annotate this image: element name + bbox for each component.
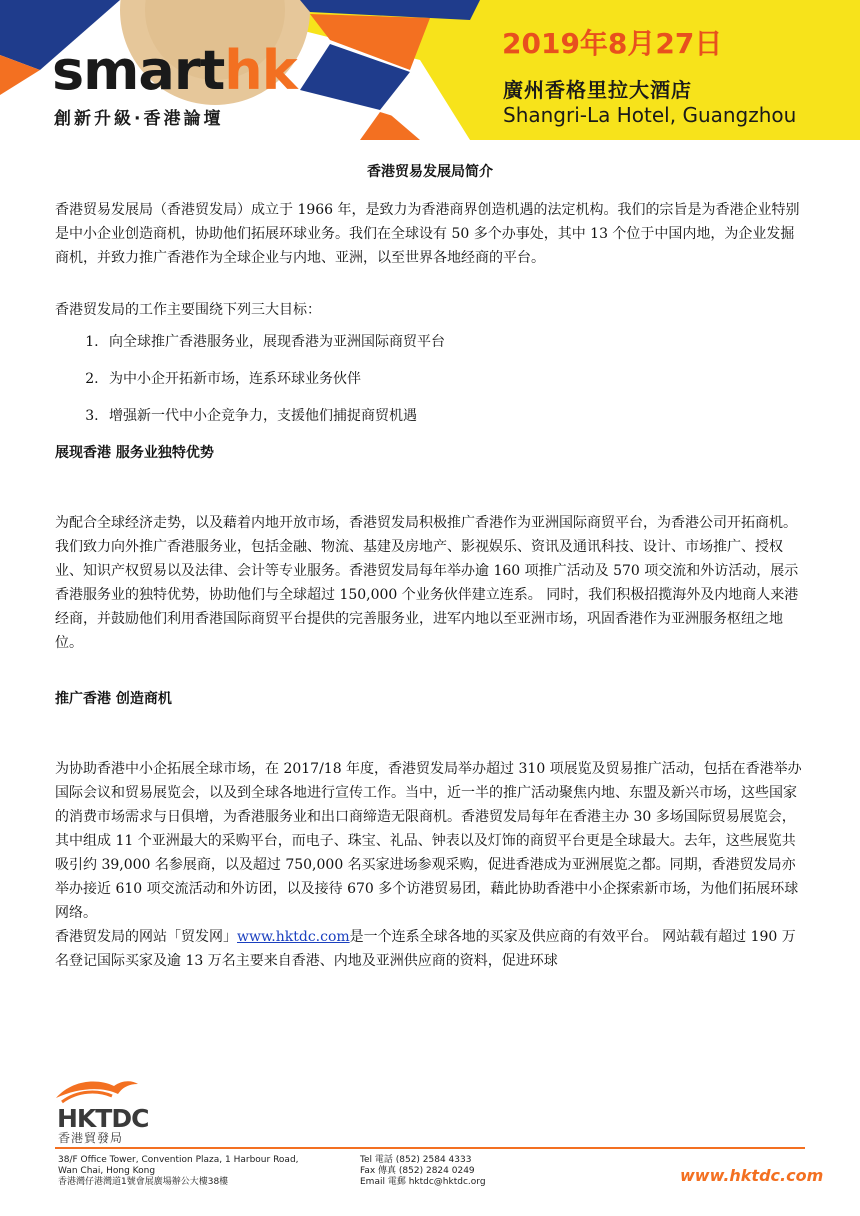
contact-line: Fax 傳真 (852) 2824 0249 [360, 1166, 475, 1176]
website-paragraph [55, 925, 805, 973]
event-date: 2019年8月27日 [502, 27, 723, 60]
services-paragraph: 为配合全球经济走势，以及藉着内地开放市场，香港贸发局积极推广香港作为亚洲国际商贸平台，为香港公司开拓商机。我们致力向外推广香港服务业，包括金融、物流、基建及房地产、影视娱乐、资讯及通讯科技、设计、市场推广、授权业、知识产权贸易以及法律、会计等专业服务。香港贸发局每年举办逾 160 项推广活动及 570 项交流和外访活动，展示香港服务业的独特优势，协助他们与全球超过 150,000 个业务伙伴建立连系。 同时，我们积极招揽海外及内地商人来港经商，并鼓励他们利用香港国际商贸平台提供的完善服务业，进军内地以至亚洲市场，巩固香港作为亚洲服务枢纽之地位。 [55, 515, 799, 651]
footer-divider [55, 1147, 805, 1149]
footer-website-link[interactable]: www.hktdc.com [680, 1166, 824, 1185]
smarthk-logo: smarthk [52, 39, 297, 102]
address-line: 香港灣仔港灣道1號會展廣場辦公大樓38樓 [58, 1177, 229, 1187]
event-banner [0, 0, 860, 140]
goal-item: 3. 增强新一代中小企竞争力，支援他们捕捉商贸机遇 [103, 404, 805, 428]
event-venue-chinese: 廣州香格里拉大酒店 [503, 78, 692, 102]
website-text-after: 是一个连系全球各地的买家及供应商的有效平台。 网站载有超过 190 万名登记国际买家及逾 13 万名主要来自香港、内地及亚洲供应商的资料，促进环球 [55, 929, 796, 969]
website-text-before: 香港贸发局的网站「贸发网」 [55, 929, 237, 945]
hktdc-logo-text: HKTDC [57, 1104, 149, 1133]
footer-address [58, 1155, 299, 1188]
document-title: 香港贸易发展局简介 [367, 164, 493, 180]
goals-intro: 香港贸发局的工作主要围绕下列三大目标： [55, 302, 321, 318]
document-body [55, 150, 805, 973]
contact-line: Email 電郵 hktdc@hktdc.org [360, 1177, 486, 1187]
footer-contact [360, 1155, 486, 1188]
goal-item: 1. 向全球推广香港服务业，展现香港为亚洲国际商贸平台 [103, 330, 805, 354]
goal-item: 2. 为中小企开拓新市场，连系环球业务伙伴 [103, 367, 805, 391]
promotion-paragraph: 为协助香港中小企拓展全球市场，在 2017/18 年度，香港贸发局举办超过 310 项展览及贸易推广活动，包括在香港举办国际会议和贸易展览会，以及到全球各地进行宣传工作。当中，近一半的推广活动聚焦内地、东盟及新兴市场，这些国家的消费市场需求与日俱增，为香港服务业和出口商缔造无限商机。香港贸发局每年在香港主办 30 多场国际贸易展览会，其中组成 11 个亚洲最大的采购平台，而电子、珠宝、礼品、钟表以及灯饰的商贸平台更是全球最大。去年，这些展览共吸引约 39,000 名参展商，以及超过 750,000 名买家进场参观采购，促进香港成为亚洲展览之都。同期，香港贸发局亦举办接近 610 项交流活动和外访团，以及接待 670 多个访港贸易团，藉此协助香港中小企探索新市场，为他们拓展环球网络。 [55, 761, 802, 921]
address-line: Wan Chai, Hong Kong [58, 1166, 156, 1176]
section-heading-services: 展现香港 服务业独特优势 [55, 445, 214, 461]
hktdc-logo-chinese: 香港貿發局 [58, 1131, 124, 1145]
address-line: 38/F Office Tower, Convention Plaza, 1 Harbour Road, [58, 1155, 299, 1165]
contact-line: Tel 電話 (852) 2584 4333 [360, 1155, 472, 1165]
goals-list [55, 330, 805, 428]
intro-paragraph: 香港贸易发展局（香港贸发局）成立于 1966 年，是致力为香港商界创造机遇的法定机构。我们的宗旨是为香港企业特别是中小企业创造商机，协助他们拓展环球业务。我们在全球设有 50 多个办事处，其中 13 个位于中国内地，为企业发掘商机，并致力推广香港作为全球企业与内地、亚洲，以至世界各地经商的平台。 [55, 202, 800, 266]
event-venue-english: Shangri-La Hotel, Guangzhou [503, 103, 797, 127]
section-heading-promotion: 推广香港 创造商机 [55, 691, 172, 707]
logo-subtitle: 創新升級·香港論壇 [54, 109, 224, 129]
hktdc-website-link[interactable]: www.hktdc.com [237, 929, 350, 945]
